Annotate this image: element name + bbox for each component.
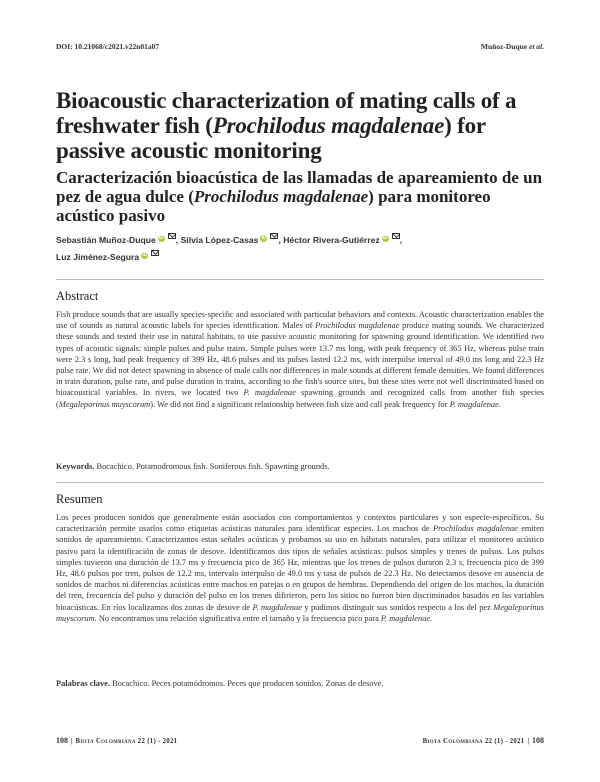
resumen-seg: . No encontramos una relación significativa entre el tamaño y la frecuencia pico para	[94, 613, 381, 623]
abstract-seg: .	[498, 399, 501, 409]
keywords	[56, 461, 544, 472]
footer-separator: |	[527, 738, 529, 745]
author-list	[56, 232, 536, 266]
species-name: P. magdalenae	[380, 613, 431, 623]
running-head	[481, 42, 544, 51]
footer-left	[56, 736, 177, 745]
orcid-icon[interactable]: iD	[142, 252, 148, 258]
resumen-seg: y pudimos distinguir sus sonidos respecto a los del pez	[301, 602, 494, 612]
page-header	[56, 42, 544, 54]
abstract-seg: ). We did not find a significant relationship between fish size and call peak frequency for	[150, 399, 450, 409]
running-etal: et al.	[529, 42, 544, 51]
email-icon[interactable]	[168, 233, 176, 239]
species-name: Megaleporinus muyscorum	[58, 399, 151, 409]
title-spanish	[56, 168, 546, 225]
section-divider	[56, 482, 544, 483]
journal-name: Biota Colombiana 22 (1) - 2021	[75, 738, 178, 745]
title-en-species: Prochilodus magdalenae	[212, 113, 445, 138]
title-english	[56, 88, 546, 163]
author-separator: ,	[399, 235, 403, 245]
abstract-seg: produce mating sounds. We characterized these sounds and tested their use in natural habitats, to use passive acoustic monitoring for spawning ground identification. We identified two types of acoustic signals: simple pulses and pulse trains. Simple pulses were 13.7 ms long, with peak frequency of 365 Hz, whereas pulse train were 2.3 s long, had peak frequency of 399 Hz, 48.6 pulses and its pulses lasted 12.2 ms, with interpulse interval of 49.0 ms long and 22.3 Hz pulse rate. We did not detect spawning in absence of male calls nor differences in male sounds at different female densities. We found differences in train duration, pulse rate, and pulse duration in trains, according to the fish's source sites, but these sites were not well discriminated based on bioacoustical variables. In rivers, we located two	[56, 321, 544, 398]
title-es-part1: Caracterización bioacústica de las llamadas de apareamiento de un pez de agua dulce (	[56, 168, 543, 206]
title-es-species: Prochilodus magdalenae	[193, 187, 369, 206]
author-name: Silvia López-Casas	[180, 235, 259, 245]
author-name: Héctor Rivera-Gutiérrez	[283, 235, 380, 245]
keywords-label: Keywords.	[56, 462, 95, 471]
resumen-heading: Resumen	[56, 492, 103, 506]
abstract-heading: Abstract	[56, 289, 99, 303]
palabras-clave	[56, 678, 544, 689]
author-name: Sebastián Muñoz-Duque	[56, 235, 156, 245]
page-number: 108	[532, 736, 544, 745]
species-name: Prochilodus magdalenae	[432, 524, 518, 534]
section-divider	[56, 279, 544, 280]
email-icon[interactable]	[151, 250, 159, 256]
resumen-seg: emiten sonidos de apareamiento. Caracterizamos estas señales acústicas y probamos su uso en hábitats naturales, para utilizar el monitoreo acústico pasivo para la identificación de zonas de desove. Identificamos dos tipos de señales acústicas: pulsos simples y trenes de pulsos. Los pulsos simples tuvieron una duración de 13.7 ms y frecuencia pico de 365 Hz, mientras que los trenes de pulsos duraron 2.3 s, frecuencia pico de 399 Hz, 48.6 pulsos por tren, pulsos de 12.2 ms, intervalo interpulso de 49.0 ms y tasa de pulsos de 22.3 Hz. No detectamos desove en ausencia de sonidos de machos ni diferencias acústicas entre machos en parejas o en grupos de hembras. Dependiendo del origen de los machos, la duración del tren, frecuencia del pulso y duración del pulso en los trenes difirieron, pero los sitios no fueron bien discriminados basados en las variables bioacústicas. En ríos localizamos dos zonas de desove de	[56, 524, 544, 612]
author-separator: ,	[175, 235, 181, 245]
author-separator: ,	[278, 235, 284, 245]
keywords-text: Bocachico. Potamodromous fish. Soniferous fish. Spawning grounds.	[94, 462, 330, 471]
email-icon[interactable]	[270, 233, 278, 239]
species-name: P. magdalenae	[243, 388, 296, 398]
abstract-text	[56, 309, 544, 410]
title-en-part2: ) for passive acoustic monitoring	[56, 113, 486, 163]
author	[181, 235, 284, 245]
orcid-icon[interactable]: iD	[382, 235, 388, 241]
author	[283, 235, 402, 245]
species-name: Megaleporinus muyscorum	[56, 602, 544, 623]
species-name: P. magdalenae	[449, 399, 499, 409]
palabras-text: Bocachico. Peces potamódromos. Peces que producen sonidos. Zonas de desove.	[109, 679, 384, 688]
species-name: P. magdalenae	[252, 602, 302, 612]
doi-link[interactable]: DOI: 10.21068/c2021.v22n01a07	[56, 42, 160, 51]
page-footer	[0, 736, 600, 748]
author-name: Luz Jiménez-Segura	[56, 252, 140, 262]
page-number: 108	[56, 736, 68, 745]
resumen-seg: Los peces producen sonidos que generalmente están asociados con comportamientos y contextos particulares y son especie-específicos. Su caracterización permite usarlos como etiquetas acústicas naturales para identificar especies. Los machos de	[56, 513, 544, 534]
title-en-part1: Bioacoustic characterization of mating calls of a freshwater fish (	[56, 88, 517, 138]
title-es-part2: ) para monitoreo acústico pasivo	[56, 187, 491, 225]
running-author: Muñoz-Duque	[480, 42, 528, 51]
palabras-label: Palabras clave.	[56, 679, 110, 688]
email-icon[interactable]	[392, 233, 400, 239]
resumen-text	[56, 512, 544, 624]
author	[56, 235, 181, 245]
footer-right	[423, 736, 544, 745]
species-name: Prochilodus magdalenae	[315, 321, 400, 331]
resumen-seg: .	[430, 613, 433, 623]
author	[56, 252, 159, 262]
footer-separator: |	[71, 738, 73, 745]
orcid-icon[interactable]: iD	[158, 235, 164, 241]
journal-name: Biota Colombiana 22 (1) - 2021	[422, 738, 525, 745]
abstract-seg: spawning grounds and recognized calls from another fish species (	[56, 388, 545, 409]
orcid-icon[interactable]: iD	[261, 235, 267, 241]
abstract-seg: Fish produce sounds that are usually species-specific and associated with particular behaviors and contexts. Acoustic characterization enables the use of sounds as natural acoustic labels for species identification. Males of	[56, 310, 544, 331]
